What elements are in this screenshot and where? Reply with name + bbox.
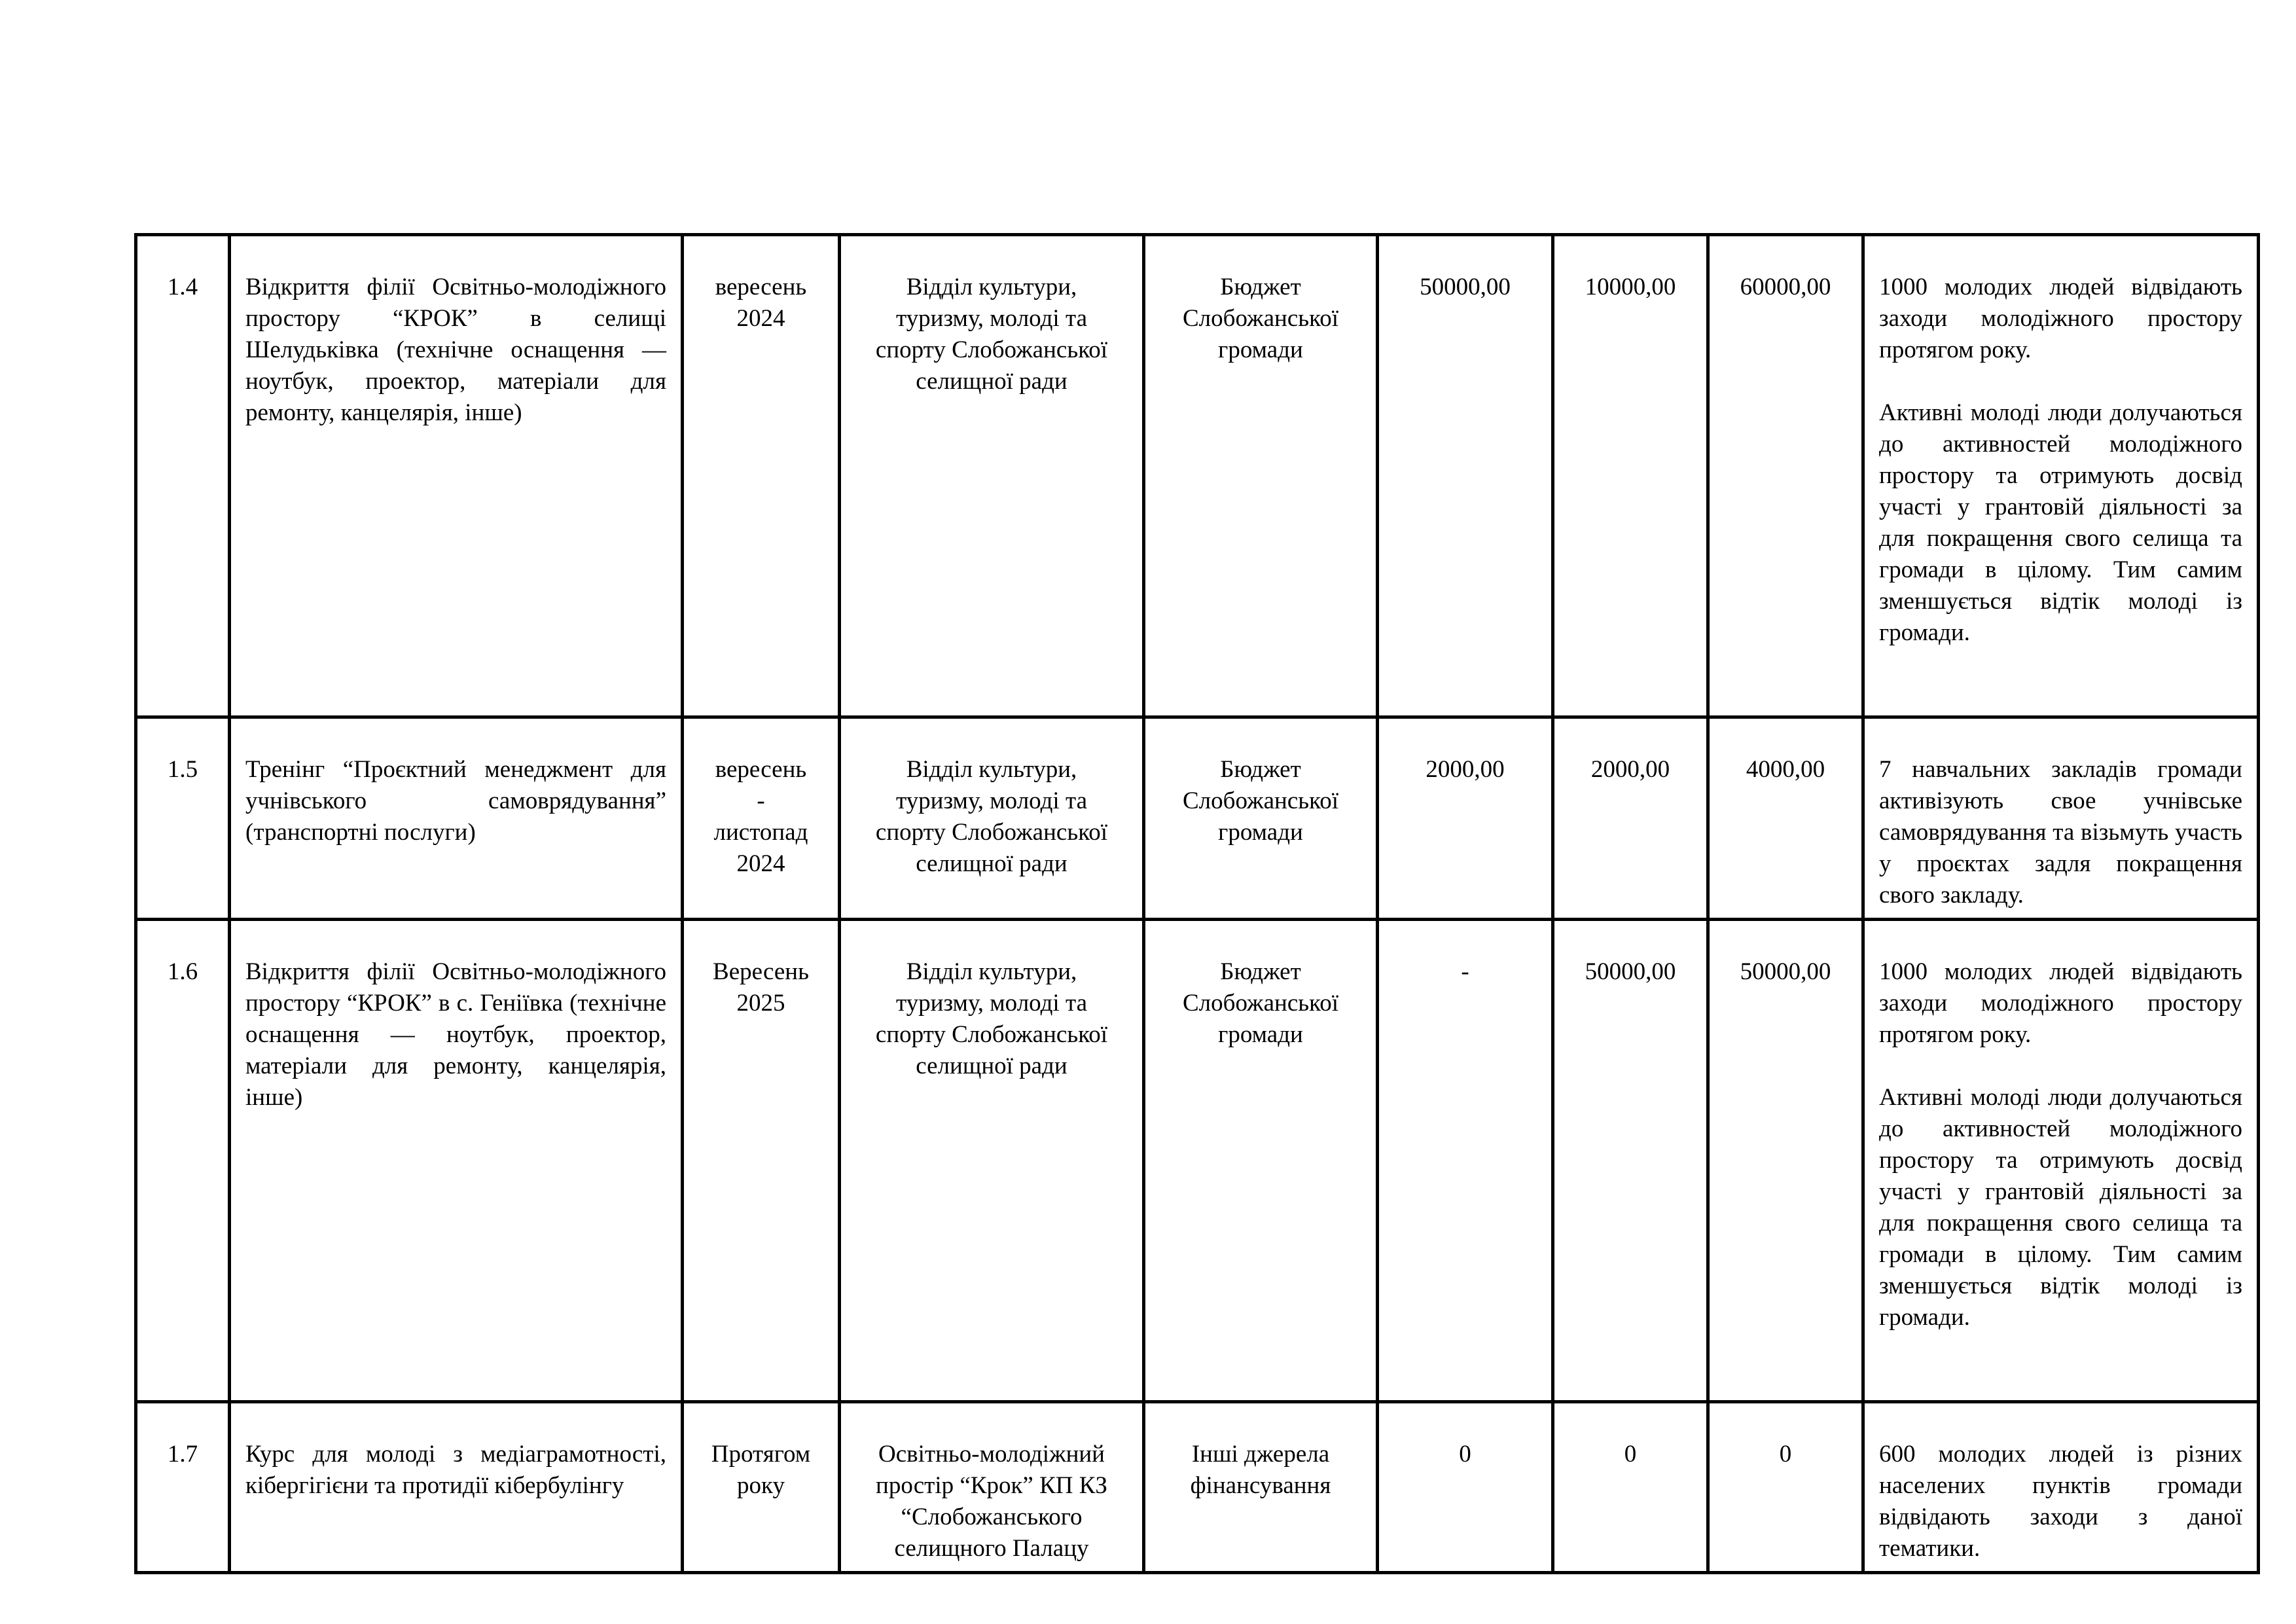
source-line: Слобожанської [1182, 787, 1338, 814]
term-line: 2024 [736, 305, 785, 332]
executor-line: селищної ради [916, 368, 1067, 395]
executor-cell [840, 717, 1144, 920]
executor-cell [840, 235, 1144, 717]
executor-line: Освітньо-молодіжний [878, 1441, 1105, 1468]
source-line: громади [1218, 819, 1303, 846]
source-line: громади [1218, 336, 1303, 363]
executor-line: туризму, молоді та [895, 305, 1087, 332]
term-line: листопад [713, 819, 808, 846]
table-row [136, 717, 2259, 920]
term-cell [683, 920, 840, 1402]
row-number: 1.5 [136, 717, 230, 920]
total-cell: 60000,00 [1708, 235, 1863, 717]
executor-line: “Слобожанського [901, 1504, 1083, 1530]
term-line: - [757, 787, 765, 814]
executor-cell [840, 920, 1144, 1402]
source-line: Бюджет [1220, 274, 1301, 300]
amount-2-cell: 50000,00 [1553, 920, 1708, 1402]
term-line: вересень [715, 756, 807, 783]
source-line: Інші джерела [1191, 1441, 1330, 1468]
expected-result-cell [1863, 920, 2259, 1402]
executor-cell [840, 1402, 1144, 1573]
amount-1-cell: 50000,00 [1378, 235, 1553, 717]
amount-1-cell: - [1378, 920, 1553, 1402]
source-line: Слобожанської [1182, 305, 1338, 332]
activity-cell [230, 920, 683, 1402]
executor-line: Відділ культури, [906, 756, 1077, 783]
table-row [136, 920, 2259, 1402]
expected-result-cell [1863, 1402, 2259, 1573]
activity-text: Курс для молоді з медіаграмотності, кібергігієни та протидії кібербулінгу [245, 1441, 666, 1499]
term-cell [683, 1402, 840, 1573]
result-paragraph: 1000 молодих людей відвідають заходи молодіжного простору протягом року. [1879, 274, 2242, 363]
result-paragraph: 1000 молодих людей відвідають заходи молодіжного простору протягом року. [1879, 958, 2242, 1048]
total-cell: 4000,00 [1708, 717, 1863, 920]
amount-2-cell: 0 [1553, 1402, 1708, 1573]
term-line: 2025 [736, 990, 785, 1017]
funding-source-cell [1144, 1402, 1378, 1573]
executor-line: селищного Палацу [894, 1535, 1089, 1562]
funding-source-cell [1144, 920, 1378, 1402]
table-row [136, 1402, 2259, 1573]
source-line: Бюджет [1220, 958, 1301, 985]
activity-text: Відкриття філії Освітньо-молодіжного простору “КРОК” в селищі Шелудьківка (технічне оснащення — ноутбук, проектор, матеріали для ремонту, канцелярія, інше) [245, 274, 666, 426]
source-line: громади [1218, 1021, 1303, 1048]
row-number: 1.6 [136, 920, 230, 1402]
executor-line: Відділ культури, [906, 274, 1077, 300]
table-row [136, 235, 2259, 717]
term-line: 2024 [736, 850, 785, 877]
term-line: Вересень [713, 958, 809, 985]
expected-result-cell [1863, 235, 2259, 717]
total-cell: 0 [1708, 1402, 1863, 1573]
activity-cell [230, 717, 683, 920]
source-line: Слобожанської [1182, 990, 1338, 1017]
activity-text: Відкриття філії Освітньо-молодіжного простору “КРОК” в с. Геніївка (технічне оснащення — ноутбук, проектор, матеріали для ремонту, канцелярія, інше) [245, 958, 666, 1111]
executor-line: простір “Крок” КП КЗ [876, 1472, 1107, 1499]
amount-2-cell: 10000,00 [1553, 235, 1708, 717]
result-paragraph: Активні молоді люди долучаються до активностей молодіжного простору та отримують досвід участі у грантовій діяльності за для покращення свого селища та громади в цілому. Тим самим зменшується відтік молоді із громади. [1879, 399, 2242, 646]
term-line: року [737, 1472, 785, 1499]
funding-source-cell [1144, 235, 1378, 717]
term-cell [683, 717, 840, 920]
activity-text: Тренінг “Проєктний менеджмент для учнівського самоврядування” (транспортні послуги) [245, 756, 666, 846]
amount-2-cell: 2000,00 [1553, 717, 1708, 920]
source-line: фінансування [1190, 1472, 1331, 1499]
amount-1-cell: 2000,00 [1378, 717, 1553, 920]
executor-line: селищної ради [916, 1053, 1067, 1079]
funding-source-cell [1144, 717, 1378, 920]
term-line: вересень [715, 274, 807, 300]
source-line: Бюджет [1220, 756, 1301, 783]
result-paragraph: Активні молоді люди долучаються до активностей молодіжного простору та отримують досвід участі у грантовій діяльності за для покращення свого селища та громади в цілому. Тим самим зменшується відтік молоді із громади. [1879, 1084, 2242, 1331]
result-paragraph: 7 навчальних закладів громади активізують свое учнівське самоврядування та візьмуть участь у проєктах задля покращення свого закладу. [1879, 756, 2242, 909]
executor-line: Відділ культури, [906, 958, 1077, 985]
amount-1-cell: 0 [1378, 1402, 1553, 1573]
executor-line: селищної ради [916, 850, 1067, 877]
program-activities-table [134, 233, 2260, 1574]
activity-cell [230, 235, 683, 717]
term-line: Протягом [711, 1441, 811, 1468]
row-number: 1.7 [136, 1402, 230, 1573]
result-paragraph: 600 молодих людей із різних населених пунктів громади відвідають заходи з даної тематики. [1879, 1441, 2242, 1562]
executor-line: туризму, молоді та [895, 990, 1087, 1017]
executor-line: спорту Слобожанської [875, 1021, 1108, 1048]
activity-cell [230, 1402, 683, 1573]
total-cell: 50000,00 [1708, 920, 1863, 1402]
expected-result-cell [1863, 717, 2259, 920]
executor-line: спорту Слобожанської [875, 819, 1108, 846]
executor-line: туризму, молоді та [895, 787, 1087, 814]
row-number: 1.4 [136, 235, 230, 717]
executor-line: спорту Слобожанської [875, 336, 1108, 363]
term-cell [683, 235, 840, 717]
